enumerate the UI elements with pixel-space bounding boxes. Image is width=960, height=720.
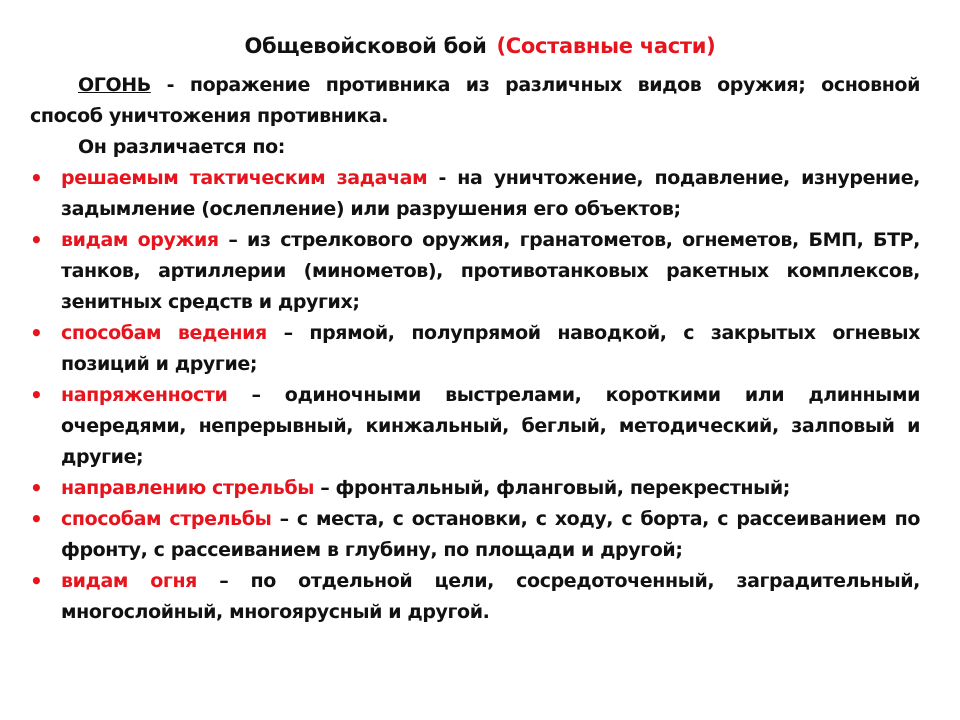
- bullet-term: напряженности: [61, 384, 228, 406]
- list-item: [30, 318, 920, 380]
- bullet-text: - на уничтожение, подавление, изнурение, задымление (ослепление) или разрушения его объектов;: [61, 167, 920, 220]
- bullet-term: видам оружия: [61, 229, 219, 251]
- bullet-text: – с места, с остановки, с ходу, с борта, с рассеиванием по фронту, с рассеиванием в глубину, по площади и другой;: [61, 508, 920, 561]
- list-item: [30, 473, 920, 504]
- intro-paragraph: [30, 70, 920, 132]
- bullet-list: [30, 163, 920, 628]
- bullet-term: способам стрельбы: [61, 508, 272, 530]
- bullet-icon: •: [30, 507, 43, 531]
- title-subtitle: (Составные части): [496, 34, 716, 58]
- bullet-icon: •: [30, 383, 43, 407]
- bullet-term: видам огня: [61, 570, 197, 592]
- bullet-text: – по отдельной цели, сосредоточенный, заградительный, многослойный, многоярусный и другой.: [61, 570, 920, 623]
- bullet-icon: •: [30, 166, 43, 190]
- title-main: Общевойсковой бой: [244, 34, 487, 58]
- bullet-text: – фронтальный, фланговый, перекрестный;: [314, 477, 791, 499]
- slide-content: [30, 70, 920, 628]
- bullet-term: направлению стрельбы: [61, 477, 314, 499]
- bullet-icon: •: [30, 569, 43, 593]
- list-item: [30, 566, 920, 628]
- bullet-text: – одиночными выстрелами, короткими или длинными очередями, непрерывный, кинжальный, беглый, методический, залповый и другие;: [61, 384, 920, 468]
- bullet-text: – из стрелкового оружия, гранатометов, огнеметов, БМП, БТР, танков, артиллерии (минометов), противотанковых ракетных комплексов, зенитных средств и других;: [61, 229, 920, 313]
- list-item: [30, 225, 920, 318]
- list-item: [30, 163, 920, 225]
- bullet-term: способам ведения: [61, 322, 267, 344]
- bullet-icon: •: [30, 476, 43, 500]
- slide-title: [0, 34, 960, 58]
- list-item: [30, 504, 920, 566]
- subheading: Он различается по:: [78, 136, 286, 158]
- list-item: [30, 380, 920, 473]
- bullet-text: – прямой, полупрямой наводкой, с закрытых огневых позиций и другие;: [61, 322, 920, 375]
- intro-term: ОГОНЬ: [78, 74, 151, 96]
- bullet-term: решаемым тактическим задачам: [61, 167, 428, 189]
- bullet-icon: •: [30, 228, 43, 252]
- intro-definition: - поражение противника из различных видов оружия; основной способ уничтожения противника.: [30, 74, 920, 127]
- bullet-icon: •: [30, 321, 43, 345]
